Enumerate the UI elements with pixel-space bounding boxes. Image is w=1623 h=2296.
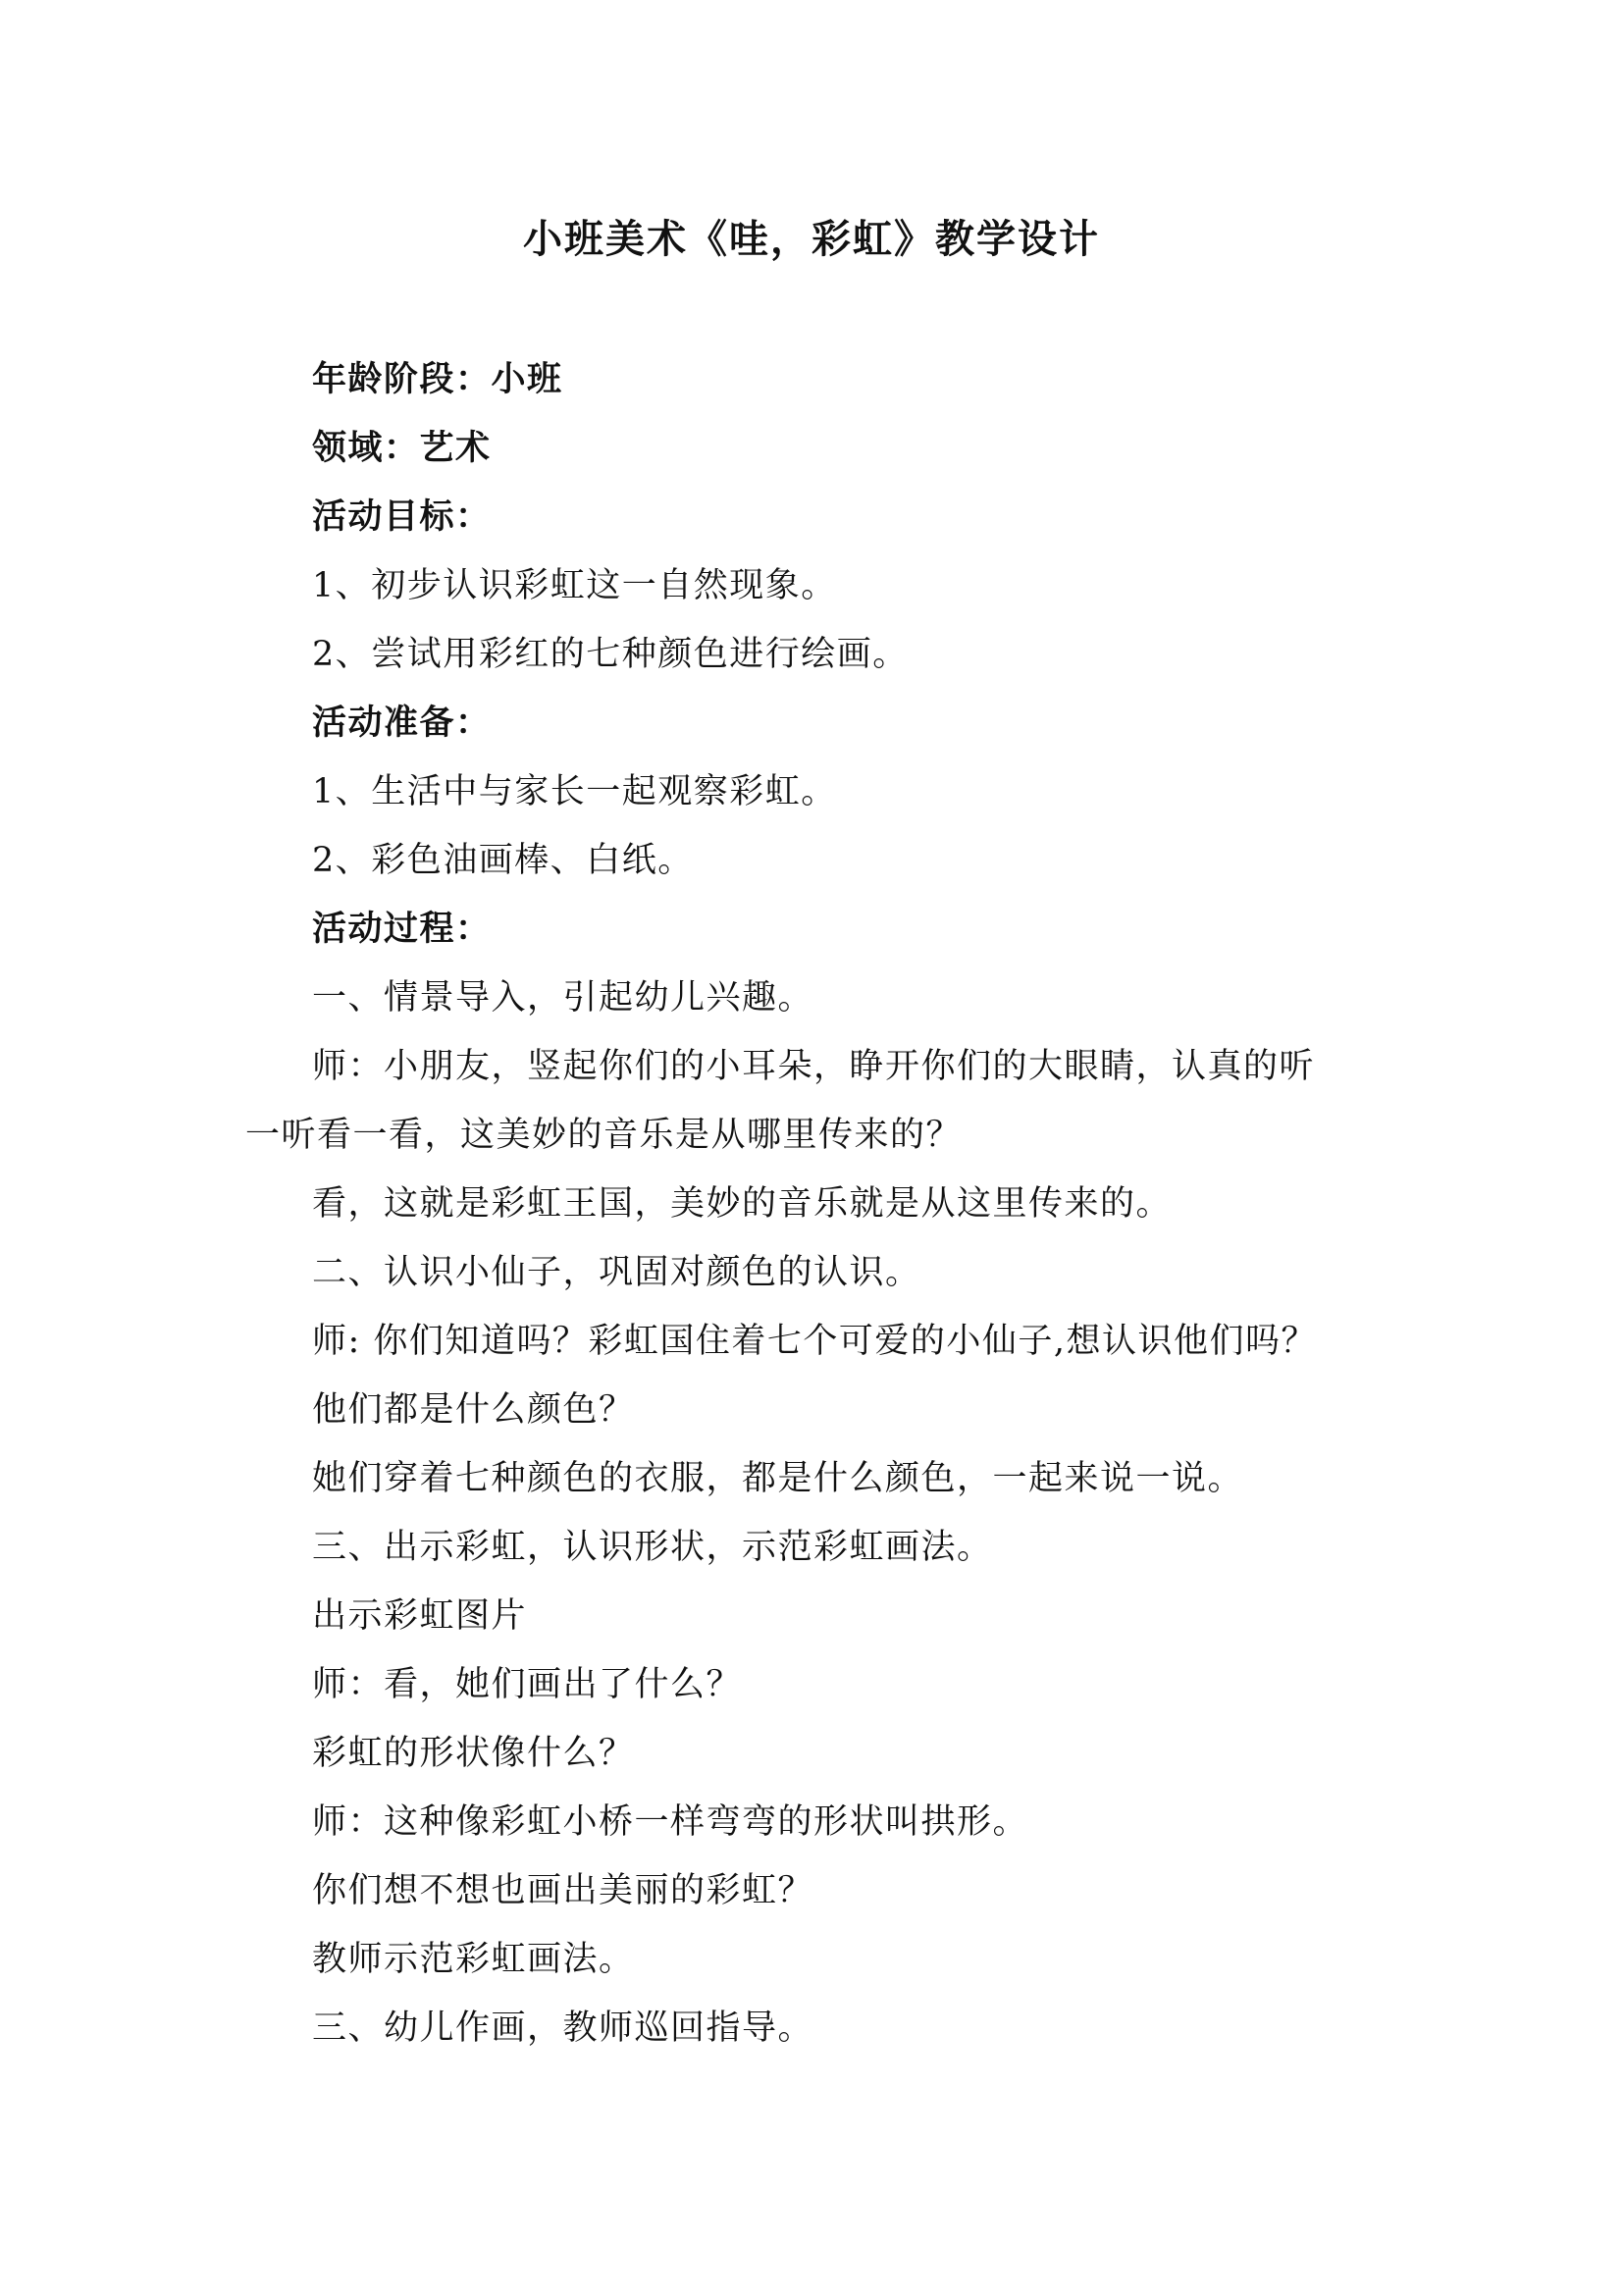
paragraph-line: 1、初步认识彩虹这一自然现象。 bbox=[312, 566, 837, 605]
paragraph-line: 三、幼儿作画，教师巡回指导。 bbox=[312, 2009, 814, 2048]
paragraph-line: 2、尝试用彩红的七种颜色进行绘画。 bbox=[312, 635, 909, 674]
document-body bbox=[245, 345, 1401, 2062]
section-heading: 活动过程： bbox=[312, 909, 492, 949]
paragraph-line: 一听看一看，这美妙的音乐是从哪里传来的？ bbox=[245, 1116, 963, 1155]
paragraph-line: 1、生活中与家长一起观察彩虹。 bbox=[312, 772, 837, 811]
section-heading: 活动准备： bbox=[312, 703, 492, 743]
section-heading: 年龄阶段：小班 bbox=[312, 359, 563, 399]
paragraph-line: 一、情景导入，引起幼儿兴趣。 bbox=[312, 978, 814, 1018]
paragraph-line: 出示彩虹图片 bbox=[312, 1596, 528, 1636]
paragraph-line: 三、出示彩虹，认识形状，示范彩虹画法。 bbox=[312, 1528, 993, 1567]
section-heading: 活动目标： bbox=[312, 496, 492, 537]
paragraph-line: 他们都是什么颜色？ bbox=[312, 1390, 635, 1430]
paragraph-line: 她们穿着七种颜色的衣服，都是什么颜色，一起来说一说。 bbox=[312, 1459, 1244, 1498]
paragraph-line: 师：这种像彩虹小桥一样弯弯的形状叫拱形。 bbox=[312, 1802, 1029, 1842]
paragraph-line: 看，这就是彩虹王国，美妙的音乐就是从这里传来的。 bbox=[312, 1184, 1173, 1224]
paragraph-line: 师: 你们知道吗？彩虹国住着七个可爱的小仙子,想认识他们吗？ bbox=[312, 1322, 1318, 1361]
section-heading: 领域：艺术 bbox=[312, 428, 492, 468]
document-title: 小班美术《哇，彩虹》教学设计 bbox=[523, 216, 1100, 262]
paragraph-line: 彩虹的形状像什么？ bbox=[312, 1734, 635, 1773]
paragraph-line: 二、认识小仙子，巩固对颜色的认识。 bbox=[312, 1253, 921, 1292]
paragraph-line: 教师示范彩虹画法。 bbox=[312, 1940, 635, 1979]
paragraph-line: 你们想不想也画出美丽的彩虹？ bbox=[312, 1871, 814, 1910]
paragraph-line: 师：小朋友，竖起你们的小耳朵，睁开你们的大眼睛，认真的听 bbox=[312, 1047, 1316, 1086]
paragraph-line: 2、彩色油画棒、白纸。 bbox=[312, 841, 694, 880]
paragraph-line: 师：看，她们画出了什么？ bbox=[312, 1665, 743, 1704]
